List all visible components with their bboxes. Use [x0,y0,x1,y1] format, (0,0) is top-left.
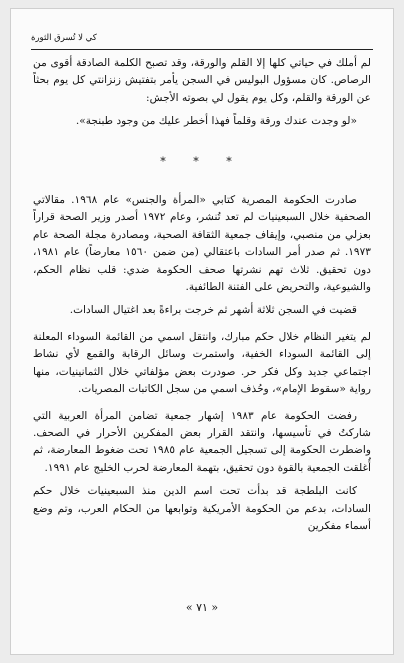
section-divider: * * * [160,154,244,168]
paragraph-mubarak-era: لم يتغير النظام خلال حكم مبارك، وانتقل اسمي من القائمة السوداء المعلنة إلى القائمة السوداء الخفية، واستمرت وسائل الرقابة والقمع لأي نشاط اجتماعي جديد وكل فكر حر. صودرت بعض مؤلفاتي خلال الثمانينيات، منها رواية «سقوط الإمام»، وحُذف اسمي من سجل الكاتبات المصريات. [33,330,371,396]
paragraph-thuggery: كانت البلطجة قد بدأت تحت اسم الدين منذ السبعينيات خلال حكم السادات، بدعم من الحكومة الأمريكية وتوابعها من الحكام العرب، وتم وضع أسماء مفكرين [33,485,371,532]
paragraph-confiscation: صادرت الحكومة المصرية كتابي «المرأة والجنس» عام ١٩٦٨. مقالاتي الصحفية خلال السبعينيات لم تعد تُنشر، وعام ١٩٧٢ أصدر وزير الصحة قراراً بعزلي من منصبي، وإيقاف جمعية الثقافة الصحية، ومصادرة مجلة الصحة عام ١٩٧٣. ثم صدر أمر السادات باعتقالي (من ضمن ١٥٦٠ معارضاً) عام ١٩٨١، دون تحقيق. ثلاث تهم نشرتها صحف الحكومة ضدي: قلب نظام الحكم، والشيوعية، والتحريض على الفتنة الطائفية. [33,194,371,294]
page-body [33,55,371,535]
header-rule [31,49,373,50]
page-number: « ٧١ » [185,601,219,614]
paragraph-prison: قضيت في السجن ثلاثة أشهر ثم خرجت براءةً بعد اغتيال السادات. [69,304,357,317]
running-title: كي لا تُسرق الثورة [31,33,97,43]
paragraph-pen-and-paper: لم أملك في حياتي كلها إلا القلم والورقة، وقد تصبح الكلمة الصادقة أقوى من الرصاص. كان مسؤول البوليس في السجن يأمر بتفتيش زنزانتي كل يوم بحثاً عن الورقة والقلم، وكل يوم يقول لي بصوته الأجش: [33,57,371,104]
paragraph-association: رفضت الحكومة عام ١٩٨٣ إشهار جمعية تضامن المرأة العربية التي شاركتُ في تأسيسها، وانتقد القرار بعض المفكرين الأحرار في الصحف. واضطرت الحكومة إلى تسجيل الجمعية عام ١٩٨٥ تحت ضغوط المعارضة، ثم أُغلقت الجمعية بالقوة دون تحقيق، بتهمة المعارضة لحرب الخليج عام ١٩٩١. [33,409,371,474]
paragraph-quote: «لو وجدت عندك ورقة وقلماً فهذا أخطر عليك من وجود طبنجة». [75,115,357,128]
book-page [10,8,394,655]
